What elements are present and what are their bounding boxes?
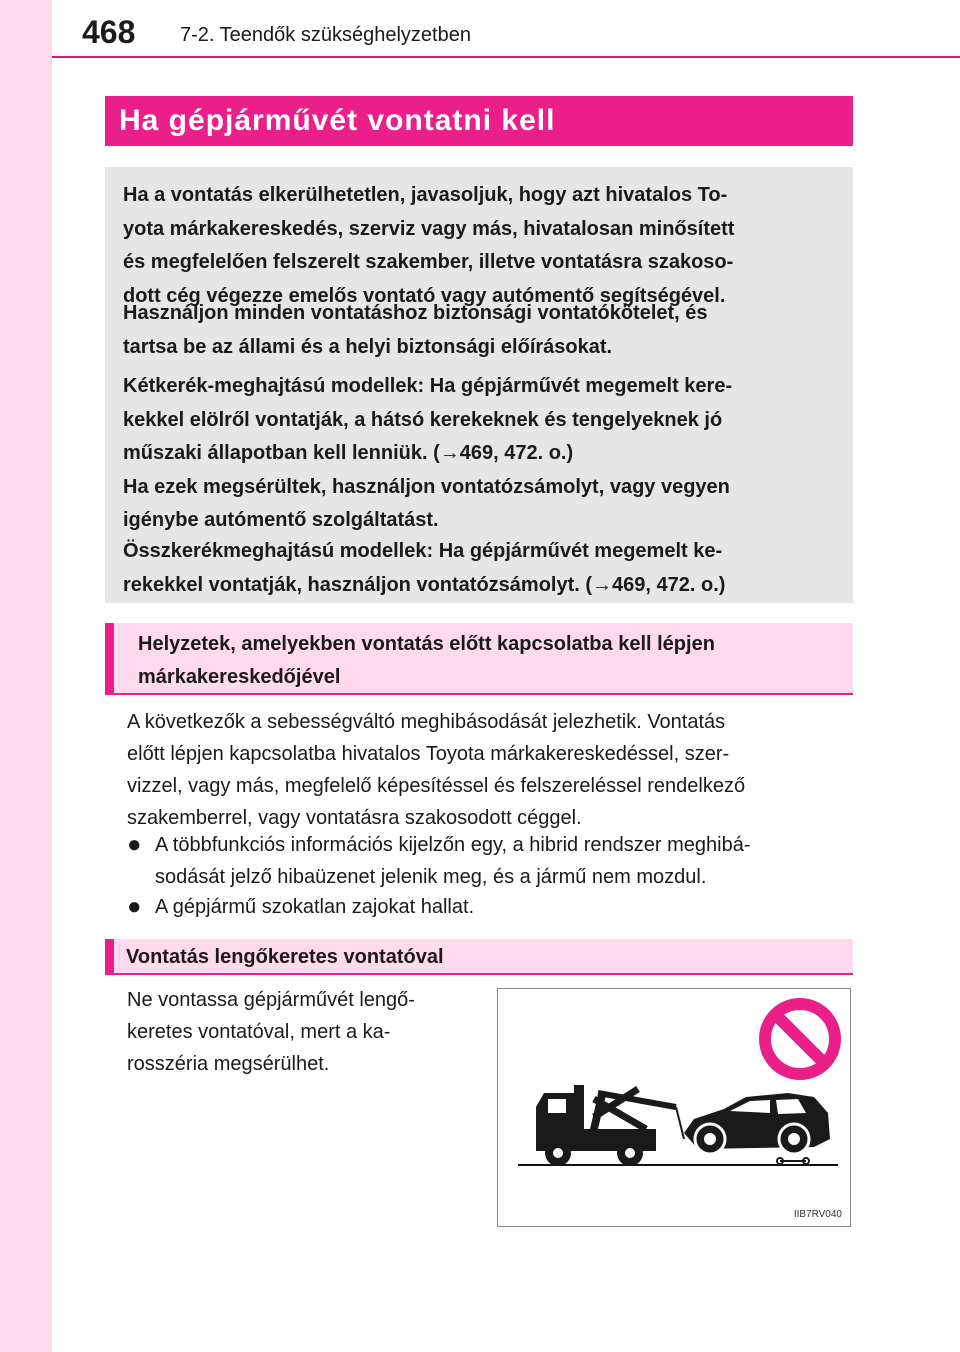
- sling-towing-illustration: [497, 988, 851, 1227]
- body-line: szakemberrel, vagy vontatásra szakosodott céggel.: [127, 807, 582, 829]
- dealer-contact-heading: [105, 623, 853, 695]
- notice-line: és megfelelően felszerelt szakember, illetve vontatásra szakoso-: [123, 251, 734, 273]
- section-title: Ha gépjárművét vontatni kell: [119, 104, 556, 137]
- notice-line: igénybe autómentő szolgáltatást.: [123, 509, 439, 531]
- notice-paragraph-1: [123, 179, 837, 313]
- dealer-contact-body: [127, 706, 851, 834]
- heading-line: márkakereskedőjével: [138, 666, 341, 688]
- towed-car-icon: [684, 1093, 830, 1164]
- section-title-bar: [105, 96, 853, 146]
- notice-paragraph-3: [123, 370, 837, 538]
- notice-line: műszaki állapotban kell lenniük. (→469, 472. o.): [123, 442, 574, 464]
- bullet-line: A gépjármű szokatlan zajokat hallat.: [155, 896, 475, 918]
- prohibited-icon: [765, 1004, 835, 1074]
- bullet-line: sodását jelző hibaüzenet jelenik meg, és a jármű nem mozdul.: [155, 866, 707, 888]
- page-number: 468: [82, 14, 136, 50]
- illustration-graphic: [498, 989, 850, 1226]
- bullet-icon: ●: [127, 831, 142, 858]
- notice-paragraph-2: [123, 297, 837, 364]
- notice-line: Ha ezek megsérültek, használjon vontatózsámolyt, vagy vegyen: [123, 475, 730, 498]
- header-divider: [52, 56, 960, 58]
- bullet-text: [155, 829, 851, 893]
- notice-line: Ha a vontatás elkerülhetetlen, javasoljuk, hogy azt hivatalos To-: [123, 184, 728, 206]
- notice-line: rekekkel vontatják, használjon vontatózsámolyt. (→469, 472. o.): [123, 573, 726, 596]
- figure-code: IIB7RV040: [793, 1209, 842, 1220]
- notice-line: tartsa be az állami és a helyi biztonsági előírásokat.: [123, 335, 613, 358]
- sling-towing-heading: [105, 939, 853, 975]
- body-line: rosszéria megsérülhet.: [127, 1053, 330, 1075]
- sling-towing-body: [127, 984, 477, 1080]
- chapter-title: 7-2. Teendők szükséghelyzetben: [180, 24, 471, 46]
- notice-line: Összkerékmeghajtású modellek: Ha gépjárművét megemelt ke-: [123, 540, 723, 562]
- notice-line: kekkel elölről vontatják, a hátsó kerekeknek és tengelyeknek jó: [123, 408, 723, 431]
- notice-line: Kétkerék-meghajtású modellek: Ha gépjárművét megemelt kere-: [123, 375, 733, 397]
- notice-line: yota márkakereskedés, szerviz vagy más, hivatalosan minősített: [123, 217, 735, 240]
- bullet-line: A többfunkciós információs kijelzőn egy, a hibrid rendszer meghibá-: [155, 834, 751, 856]
- body-line: vizzel, vagy más, megfelelő képesítéssel és felszereléssel rendelkező: [127, 775, 746, 797]
- notice-box: [105, 167, 853, 603]
- notice-paragraph-4: [123, 535, 837, 602]
- bullet-icon: ●: [127, 893, 142, 920]
- tow-truck-icon: [536, 1085, 684, 1166]
- sling-heading-text: Vontatás lengőkeretes vontatóval: [126, 946, 444, 968]
- body-line: keretes vontatóval, mert a ka-: [127, 1021, 391, 1043]
- heading-line: Helyzetek, amelyekben vontatás előtt kapcsolatba kell lépjen: [138, 633, 715, 655]
- side-color-strip: [0, 0, 52, 1352]
- notice-line: Használjon minden vontatáshoz biztonsági vontatókötelet, és: [123, 302, 708, 324]
- body-line: előtt lépjen kapcsolatba hivatalos Toyota márkakereskedéssel, szer-: [127, 743, 730, 765]
- body-line: A következők a sebességváltó meghibásodását jelezhetik. Vontatás: [127, 711, 726, 733]
- bullet-text: [155, 891, 851, 923]
- notice-line: dott cég végezze emelős vontató vagy autómentő segítségével.: [123, 284, 726, 307]
- body-line: Ne vontassa gépjárművét lengő-: [127, 989, 415, 1011]
